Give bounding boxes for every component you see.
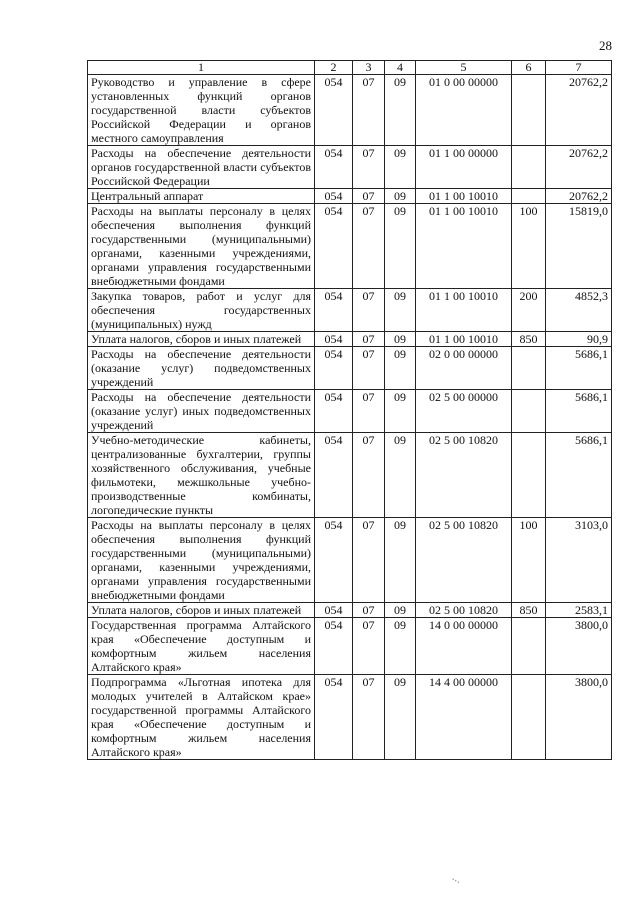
row-ministry-code: 054 <box>315 204 353 289</box>
table-row <box>88 189 612 204</box>
row-subsection-code: 09 <box>385 146 416 189</box>
row-target-code: 02 5 00 10820 <box>416 603 512 618</box>
row-subsection-code: 09 <box>385 390 416 433</box>
budget-table <box>87 60 612 760</box>
row-ministry-code: 054 <box>315 618 353 675</box>
row-section-code: 07 <box>353 390 385 433</box>
row-ministry-code: 054 <box>315 390 353 433</box>
row-amount: 20762,2 <box>546 75 612 146</box>
row-amount: 15819,0 <box>546 204 612 289</box>
table-row <box>88 289 612 332</box>
row-ministry-code: 054 <box>315 675 353 760</box>
table-row <box>88 518 612 603</box>
row-name: Расходы на обеспечение деятельности (оказание услуг) иных подведомственных учреждений <box>88 390 315 433</box>
row-ministry-code: 054 <box>315 189 353 204</box>
row-subsection-code: 09 <box>385 289 416 332</box>
row-name: Государственная программа Алтайского края «Обеспечение доступным и комфортным жильем населения Алтайского края» <box>88 618 315 675</box>
row-ministry-code: 054 <box>315 347 353 390</box>
row-target-code: 14 4 00 00000 <box>416 675 512 760</box>
row-section-code: 07 <box>353 518 385 603</box>
row-expense-type: 850 <box>512 332 546 347</box>
row-amount: 5686,1 <box>546 390 612 433</box>
row-target-code: 01 1 00 00000 <box>416 146 512 189</box>
row-ministry-code: 054 <box>315 433 353 518</box>
row-target-code: 02 5 00 10820 <box>416 433 512 518</box>
row-expense-type <box>512 390 546 433</box>
table-row <box>88 332 612 347</box>
table-row <box>88 675 612 760</box>
row-subsection-code: 09 <box>385 204 416 289</box>
scan-artifact-mark: ⸳⸳⸳ <box>449 872 464 888</box>
row-name: Уплата налогов, сборов и иных платежей <box>88 332 315 347</box>
row-section-code: 07 <box>353 204 385 289</box>
row-target-code: 01 1 00 10010 <box>416 204 512 289</box>
row-expense-type <box>512 146 546 189</box>
row-subsection-code: 09 <box>385 433 416 518</box>
row-expense-type <box>512 618 546 675</box>
row-section-code: 07 <box>353 347 385 390</box>
table-row <box>88 347 612 390</box>
row-ministry-code: 054 <box>315 518 353 603</box>
row-ministry-code: 054 <box>315 75 353 146</box>
row-amount: 90,9 <box>546 332 612 347</box>
row-amount: 3103,0 <box>546 518 612 603</box>
table-row <box>88 603 612 618</box>
row-target-code: 14 0 00 00000 <box>416 618 512 675</box>
row-target-code: 02 0 00 00000 <box>416 347 512 390</box>
row-section-code: 07 <box>353 618 385 675</box>
row-ministry-code: 054 <box>315 146 353 189</box>
header-row <box>88 61 612 75</box>
page-number: 28 <box>599 38 612 53</box>
row-name: Центральный аппарат <box>88 189 315 204</box>
row-subsection-code: 09 <box>385 675 416 760</box>
row-amount: 20762,2 <box>546 189 612 204</box>
row-subsection-code: 09 <box>385 347 416 390</box>
row-name: Расходы на обеспечение деятельности органов государственной власти субъектов Российской Федерации <box>88 146 315 189</box>
row-amount: 5686,1 <box>546 433 612 518</box>
row-amount: 4852,3 <box>546 289 612 332</box>
row-ministry-code: 054 <box>315 289 353 332</box>
row-section-code: 07 <box>353 75 385 146</box>
row-section-code: 07 <box>353 289 385 332</box>
row-name: Расходы на выплаты персоналу в целях обеспечения выполнения функций государственными (муниципальными) органами, казенными учреждениями, органами управления государственными внебюджетными фондами <box>88 518 315 603</box>
row-expense-type <box>512 189 546 204</box>
row-amount: 3800,0 <box>546 618 612 675</box>
table-row <box>88 204 612 289</box>
column-header-6: 6 <box>512 61 546 75</box>
row-section-code: 07 <box>353 433 385 518</box>
row-section-code: 07 <box>353 675 385 760</box>
column-header-2: 2 <box>315 61 353 75</box>
row-expense-type <box>512 675 546 760</box>
row-subsection-code: 09 <box>385 603 416 618</box>
column-header-4: 4 <box>385 61 416 75</box>
row-expense-type: 100 <box>512 518 546 603</box>
row-name: Закупка товаров, работ и услуг для обеспечения государственных (муниципальных) нужд <box>88 289 315 332</box>
column-header-5: 5 <box>416 61 512 75</box>
row-target-code: 01 1 00 10010 <box>416 332 512 347</box>
row-expense-type <box>512 433 546 518</box>
row-section-code: 07 <box>353 146 385 189</box>
row-section-code: 07 <box>353 189 385 204</box>
row-expense-type: 200 <box>512 289 546 332</box>
row-ministry-code: 054 <box>315 603 353 618</box>
row-expense-type <box>512 347 546 390</box>
row-name: Руководство и управление в сфере установленных функций органов государственной власти субъектов Российской Федерации и органов местного самоуправления <box>88 75 315 146</box>
row-target-code: 01 0 00 00000 <box>416 75 512 146</box>
row-target-code: 01 1 00 10010 <box>416 189 512 204</box>
row-expense-type: 100 <box>512 204 546 289</box>
table-row <box>88 146 612 189</box>
row-section-code: 07 <box>353 603 385 618</box>
row-target-code: 02 5 00 00000 <box>416 390 512 433</box>
table-row <box>88 433 612 518</box>
row-name: Расходы на выплаты персоналу в целях обеспечения выполнения функций государственными (муниципальными) органами, казенными учреждениями, органами управления государственными внебюджетными фондами <box>88 204 315 289</box>
row-target-code: 01 1 00 10010 <box>416 289 512 332</box>
row-subsection-code: 09 <box>385 75 416 146</box>
row-name: Расходы на обеспечение деятельности (оказание услуг) подведомственных учреждений <box>88 347 315 390</box>
row-subsection-code: 09 <box>385 332 416 347</box>
row-subsection-code: 09 <box>385 518 416 603</box>
row-ministry-code: 054 <box>315 332 353 347</box>
row-expense-type: 850 <box>512 603 546 618</box>
row-amount: 2583,1 <box>546 603 612 618</box>
column-header-7: 7 <box>546 61 612 75</box>
table-row <box>88 390 612 433</box>
row-subsection-code: 09 <box>385 189 416 204</box>
row-amount: 5686,1 <box>546 347 612 390</box>
table-row <box>88 75 612 146</box>
row-name: Уплата налогов, сборов и иных платежей <box>88 603 315 618</box>
column-header-1: 1 <box>88 61 315 75</box>
table-row <box>88 618 612 675</box>
row-expense-type <box>512 75 546 146</box>
row-section-code: 07 <box>353 332 385 347</box>
row-name: Учебно-методические кабинеты, централизованные бухгалтерии, группы хозяйственного обслуживания, учебные фильмотеки, межшкольные учебно-производственные комбинаты, логопедические пункты <box>88 433 315 518</box>
row-target-code: 02 5 00 10820 <box>416 518 512 603</box>
row-subsection-code: 09 <box>385 618 416 675</box>
row-amount: 20762,2 <box>546 146 612 189</box>
column-header-3: 3 <box>353 61 385 75</box>
row-amount: 3800,0 <box>546 675 612 760</box>
row-name: Подпрограмма «Льготная ипотека для молодых учителей в Алтайском крае» государственной программы Алтайского края «Обеспечение доступным и комфортным жильем населения Алтайского края» <box>88 675 315 760</box>
